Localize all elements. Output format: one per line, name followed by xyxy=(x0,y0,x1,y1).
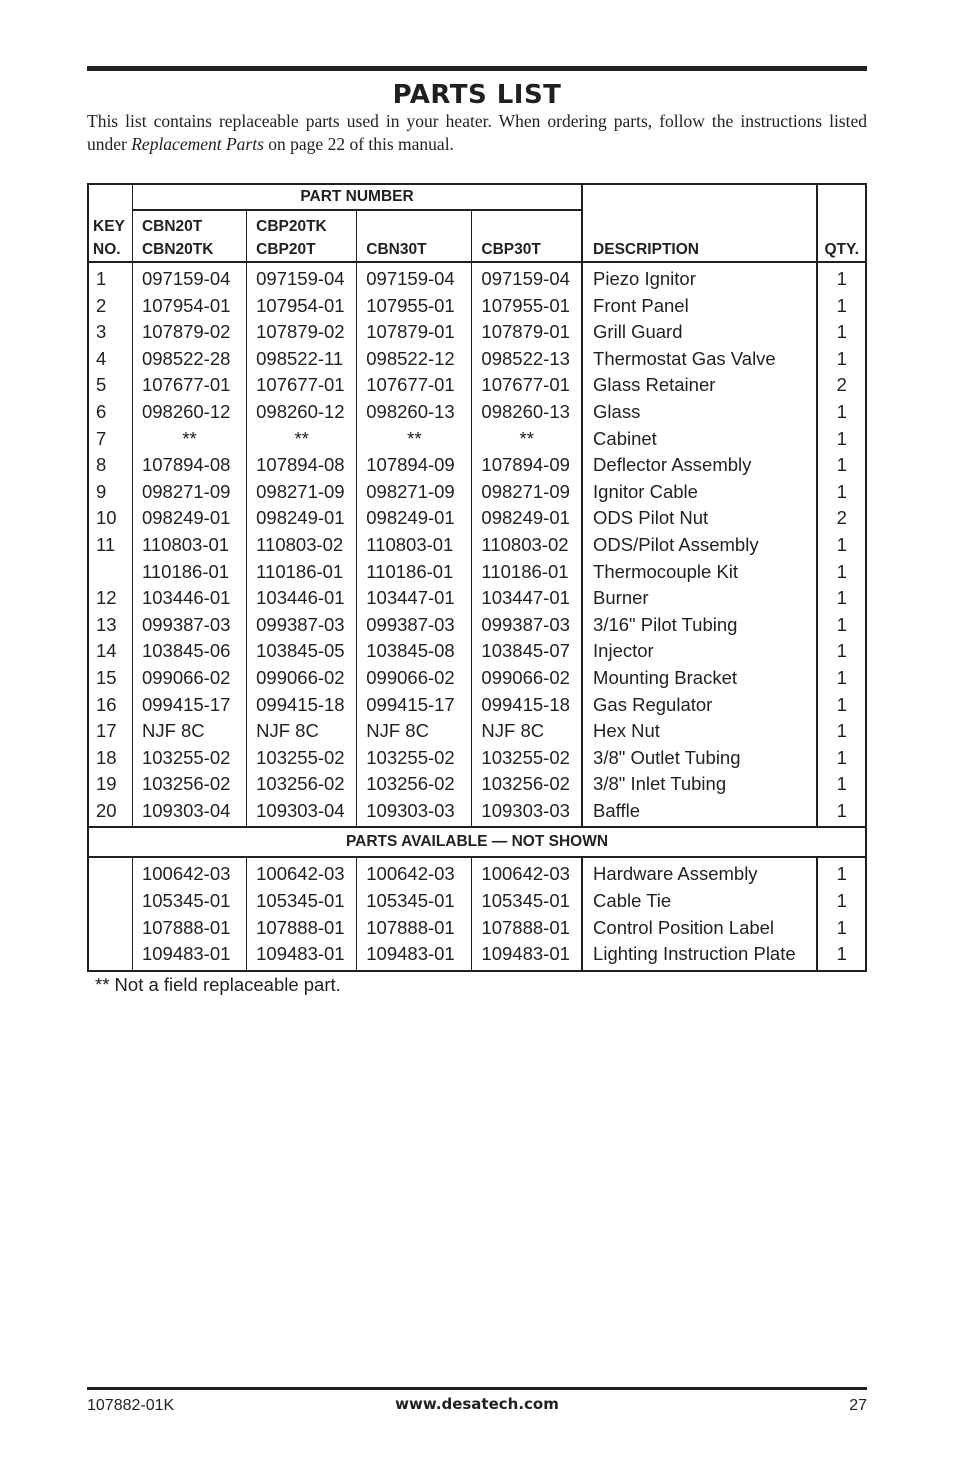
part-number-cbp20tk-cell: 103256-02 xyxy=(247,771,357,798)
key-no-cell xyxy=(88,888,132,915)
table-row xyxy=(88,452,866,479)
part-number-cbn20t-cell: ** xyxy=(132,426,246,453)
qty-cell: 1 xyxy=(836,666,847,688)
table-row xyxy=(88,888,866,915)
table-row xyxy=(88,399,866,426)
part-number-cbp20tk-cell: 099415-18 xyxy=(247,692,357,719)
part-number-cbn20t-cell: 098249-01 xyxy=(132,505,246,532)
header-key-line2: NO. xyxy=(93,241,121,258)
key-no-cell: 4 xyxy=(88,346,132,373)
part-number-cbp20tk-cell: 110186-01 xyxy=(247,559,357,586)
part-number-cbn20t-cell: 110186-01 xyxy=(132,559,246,586)
part-number-cbp30t-cell: 098260-13 xyxy=(472,399,582,426)
header-col2-line2: CBP20T xyxy=(256,241,316,258)
parts-subheader-body xyxy=(88,827,866,857)
parts-table-body xyxy=(88,262,866,827)
description-cell: Gas Regulator xyxy=(582,692,817,719)
qty-cell: 1 xyxy=(836,560,847,582)
table-row xyxy=(88,293,866,320)
part-number-cbn20t-cell: 109303-04 xyxy=(132,798,246,828)
description-cell: ODS/Pilot Assembly xyxy=(582,532,817,559)
description-cell: 3/8" Outlet Tubing xyxy=(582,745,817,772)
part-number-cbn30t-cell: 107888-01 xyxy=(357,915,472,942)
table-row xyxy=(88,505,866,532)
part-number-cbn30t-cell: 099387-03 xyxy=(357,612,472,639)
part-number-cbp30t-cell: 098249-01 xyxy=(472,505,582,532)
part-number-cbp20tk-cell: 107888-01 xyxy=(247,915,357,942)
table-row xyxy=(88,479,866,506)
part-number-cbp20tk-cell: 103845-05 xyxy=(247,638,357,665)
table-row xyxy=(88,857,866,888)
header-blank-qty xyxy=(817,184,866,210)
part-number-cbp20tk-cell: NJF 8C xyxy=(247,718,357,745)
key-no-cell: 11 xyxy=(88,532,132,559)
part-number-cbn20t-cell: 109483-01 xyxy=(132,941,246,971)
footer-doc-number: 107882-01K xyxy=(87,1397,175,1414)
header-col1-line1: CBN20T xyxy=(141,218,203,235)
part-number-cbn20t-cell: 107888-01 xyxy=(132,915,246,942)
part-number-cbp20tk-cell: 098271-09 xyxy=(247,479,357,506)
footer-website: www.desatech.com xyxy=(395,1395,559,1413)
part-number-cbn30t-cell: 098522-12 xyxy=(357,346,472,373)
part-number-cbn30t-cell: 105345-01 xyxy=(357,888,472,915)
part-number-cbn20t-cell: 099387-03 xyxy=(132,612,246,639)
part-number-cbn30t-cell: 099066-02 xyxy=(357,665,472,692)
key-no-cell: 17 xyxy=(88,718,132,745)
description-cell: 3/8" Inlet Tubing xyxy=(582,771,817,798)
part-number-cbp20tk-cell: 109483-01 xyxy=(247,941,357,971)
table-row xyxy=(88,372,866,399)
part-number-cbn30t-cell: 103256-02 xyxy=(357,771,472,798)
table-row xyxy=(88,346,866,373)
description-cell: Front Panel xyxy=(582,293,817,320)
description-cell: Ignitor Cable xyxy=(582,479,817,506)
key-no-cell: 5 xyxy=(88,372,132,399)
qty-cell: 1 xyxy=(836,587,847,609)
key-no-cell: 3 xyxy=(88,319,132,346)
table-row xyxy=(88,798,866,828)
qty-cell: 1 xyxy=(836,347,847,369)
part-number-cbn30t-cell: 100642-03 xyxy=(357,857,472,888)
intro-text-after: on page 22 of this manual. xyxy=(263,134,454,154)
part-number-cbp30t-cell: 099415-18 xyxy=(472,692,582,719)
part-number-cbn20t-cell: NJF 8C xyxy=(132,718,246,745)
part-number-cbn20t-cell: 110803-01 xyxy=(132,532,246,559)
table-row xyxy=(88,915,866,942)
key-no-cell xyxy=(88,857,132,888)
part-number-cbp20tk-cell: 105345-01 xyxy=(247,888,357,915)
header-key-line1: KEY xyxy=(93,218,125,235)
description-cell: Cable Tie xyxy=(582,888,817,915)
table-row xyxy=(88,612,866,639)
part-number-cbn20t-cell: 105345-01 xyxy=(132,888,246,915)
key-no-cell xyxy=(88,559,132,586)
part-number-cbn20t-cell: 100642-03 xyxy=(132,857,246,888)
qty-cell: 1 xyxy=(836,799,847,821)
key-no-cell: 12 xyxy=(88,585,132,612)
key-no-cell: 7 xyxy=(88,426,132,453)
part-number-cbp30t-cell: 103255-02 xyxy=(472,745,582,772)
qty-cell: 1 xyxy=(836,400,847,422)
key-no-cell: 8 xyxy=(88,452,132,479)
qty-cell: 1 xyxy=(836,533,847,555)
part-number-cbn20t-cell: 099415-17 xyxy=(132,692,246,719)
table-row xyxy=(88,771,866,798)
part-number-cbp30t-cell: 105345-01 xyxy=(472,888,582,915)
header-blank-description xyxy=(582,184,817,210)
part-number-cbn30t-cell: 103255-02 xyxy=(357,745,472,772)
table-row xyxy=(88,532,866,559)
part-number-cbp20tk-cell: 107677-01 xyxy=(247,372,357,399)
part-number-cbn30t-cell: 098249-01 xyxy=(357,505,472,532)
key-no-cell xyxy=(88,915,132,942)
part-number-cbn20t-cell: 107879-02 xyxy=(132,319,246,346)
qty-cell: 1 xyxy=(836,746,847,768)
part-number-cbp30t-cell: 098522-13 xyxy=(472,346,582,373)
qty-cell: 1 xyxy=(836,427,847,449)
part-number-cbn30t-cell: NJF 8C xyxy=(357,718,472,745)
table-row xyxy=(88,941,866,971)
header-blank-key xyxy=(88,184,132,210)
part-number-cbp30t-cell: 107888-01 xyxy=(472,915,582,942)
part-number-cbp30t-cell: 109483-01 xyxy=(472,941,582,971)
table-row xyxy=(88,426,866,453)
key-no-cell: 2 xyxy=(88,293,132,320)
qty-cell: 1 xyxy=(836,916,847,938)
part-number-cbn30t-cell: 110803-01 xyxy=(357,532,472,559)
part-number-cbp20tk-cell: 099066-02 xyxy=(247,665,357,692)
part-number-cbn30t-cell: 103845-08 xyxy=(357,638,472,665)
description-cell: 3/16" Pilot Tubing xyxy=(582,612,817,639)
key-no-cell: 16 xyxy=(88,692,132,719)
part-number-cbp30t-cell: 100642-03 xyxy=(472,857,582,888)
description-cell: Glass xyxy=(582,399,817,426)
table-row xyxy=(88,692,866,719)
part-number-cbp30t-cell: 107955-01 xyxy=(472,293,582,320)
qty-cell: 1 xyxy=(836,321,847,343)
part-number-cbn20t-cell: 103446-01 xyxy=(132,585,246,612)
part-number-cbn20t-cell: 103845-06 xyxy=(132,638,246,665)
description-cell: Thermocouple Kit xyxy=(582,559,817,586)
intro-paragraph xyxy=(87,110,867,156)
part-number-cbn20t-cell: 103256-02 xyxy=(132,771,246,798)
header-key-no xyxy=(88,210,132,262)
table-row xyxy=(88,585,866,612)
part-number-cbn30t-cell: 109483-01 xyxy=(357,941,472,971)
part-number-cbp30t-cell: 103845-07 xyxy=(472,638,582,665)
part-number-cbp30t-cell: 109303-03 xyxy=(472,798,582,828)
description-cell: Lighting Instruction Plate xyxy=(582,941,817,971)
bottom-rule xyxy=(87,1387,867,1390)
part-number-group-header: PART NUMBER xyxy=(132,184,582,210)
part-number-cbp20tk-cell: 103255-02 xyxy=(247,745,357,772)
key-no-cell: 6 xyxy=(88,399,132,426)
table-header-row-2 xyxy=(88,210,866,262)
footnote: ** Not a field replaceable part. xyxy=(95,974,341,995)
part-number-cbp20tk-cell: 097159-04 xyxy=(247,262,357,293)
table-row xyxy=(88,319,866,346)
description-cell: Hex Nut xyxy=(582,718,817,745)
qty-cell: 1 xyxy=(836,640,847,662)
description-cell: Piezo Ignitor xyxy=(582,262,817,293)
part-number-cbp30t-cell: 098271-09 xyxy=(472,479,582,506)
key-no-cell: 15 xyxy=(88,665,132,692)
part-number-cbp30t-cell: 097159-04 xyxy=(472,262,582,293)
table-row xyxy=(88,262,866,293)
part-number-cbp20tk-cell: 100642-03 xyxy=(247,857,357,888)
key-no-cell: 1 xyxy=(88,262,132,293)
part-number-cbn30t-cell: 107955-01 xyxy=(357,293,472,320)
description-cell: Glass Retainer xyxy=(582,372,817,399)
part-number-cbn30t-cell: ** xyxy=(357,426,472,453)
part-number-cbn20t-cell: 099066-02 xyxy=(132,665,246,692)
description-cell: Thermostat Gas Valve xyxy=(582,346,817,373)
description-cell: Cabinet xyxy=(582,426,817,453)
key-no-cell: 18 xyxy=(88,745,132,772)
part-number-cbn30t-cell: 107894-09 xyxy=(357,452,472,479)
footer-page-number: 27 xyxy=(849,1397,867,1414)
table-row xyxy=(88,665,866,692)
part-number-cbp30t-cell: 103447-01 xyxy=(472,585,582,612)
table-row xyxy=(88,745,866,772)
parts-not-shown-body xyxy=(88,857,866,970)
qty-cell: 2 xyxy=(836,374,847,396)
key-no-cell: 14 xyxy=(88,638,132,665)
table-row xyxy=(88,638,866,665)
header-col2-line1: CBP20TK xyxy=(256,218,327,235)
subheader-row xyxy=(88,827,866,857)
part-number-cbp30t-cell: NJF 8C xyxy=(472,718,582,745)
part-number-cbp30t-cell: 107894-09 xyxy=(472,452,582,479)
part-number-cbn30t-cell: 099415-17 xyxy=(357,692,472,719)
part-number-cbn30t-cell: 103447-01 xyxy=(357,585,472,612)
qty-cell: 1 xyxy=(836,693,847,715)
part-number-cbn30t-cell: 098260-13 xyxy=(357,399,472,426)
part-number-cbp30t-cell: 103256-02 xyxy=(472,771,582,798)
description-cell: Hardware Assembly xyxy=(582,857,817,888)
part-number-cbn20t-cell: 107894-08 xyxy=(132,452,246,479)
part-number-cbn20t-cell: 103255-02 xyxy=(132,745,246,772)
header-model-cbp30t: CBP30T xyxy=(472,210,582,262)
description-cell: Grill Guard xyxy=(582,319,817,346)
part-number-cbn30t-cell: 109303-03 xyxy=(357,798,472,828)
top-rule xyxy=(87,66,867,71)
part-number-cbn30t-cell: 097159-04 xyxy=(357,262,472,293)
header-model-cbn30t: CBN30T xyxy=(357,210,472,262)
intro-text-italic: Replacement Parts xyxy=(131,134,264,154)
part-number-cbn20t-cell: 097159-04 xyxy=(132,262,246,293)
qty-cell: 2 xyxy=(836,507,847,529)
parts-table xyxy=(87,183,867,972)
part-number-cbp30t-cell: 099066-02 xyxy=(472,665,582,692)
part-number-cbn20t-cell: 098522-28 xyxy=(132,346,246,373)
header-model-cbp20tk xyxy=(247,210,357,262)
part-number-cbp20tk-cell: 110803-02 xyxy=(247,532,357,559)
qty-cell: 1 xyxy=(836,863,847,885)
qty-cell: 1 xyxy=(836,454,847,476)
part-number-cbp20tk-cell: 099387-03 xyxy=(247,612,357,639)
qty-cell: 1 xyxy=(836,890,847,912)
key-no-cell: 13 xyxy=(88,612,132,639)
intro-text-before: This list contains replaceable parts used in your heater. When ordering parts, follow the instructions listed under xyxy=(87,111,867,154)
part-number-cbp30t-cell: 099387-03 xyxy=(472,612,582,639)
header-description: DESCRIPTION xyxy=(582,210,817,262)
header-col1-line2: CBN20TK xyxy=(141,241,214,258)
header-qty: QTY. xyxy=(824,241,859,258)
qty-cell: 1 xyxy=(836,720,847,742)
part-number-cbp30t-cell: 107879-01 xyxy=(472,319,582,346)
parts-not-shown-header: PARTS AVAILABLE — NOT SHOWN xyxy=(88,827,866,857)
description-cell: Deflector Assembly xyxy=(582,452,817,479)
part-number-cbn20t-cell: 098271-09 xyxy=(132,479,246,506)
key-no-cell: 20 xyxy=(88,798,132,828)
description-cell: Baffle xyxy=(582,798,817,828)
description-cell: Mounting Bracket xyxy=(582,665,817,692)
qty-cell: 1 xyxy=(836,773,847,795)
part-number-cbn20t-cell: 098260-12 xyxy=(132,399,246,426)
part-number-cbp20tk-cell: 107894-08 xyxy=(247,452,357,479)
part-number-cbp20tk-cell: 103446-01 xyxy=(247,585,357,612)
key-no-cell: 10 xyxy=(88,505,132,532)
table-row xyxy=(88,559,866,586)
part-number-cbp20tk-cell: 107954-01 xyxy=(247,293,357,320)
part-number-cbp20tk-cell: 109303-04 xyxy=(247,798,357,828)
part-number-cbn30t-cell: 098271-09 xyxy=(357,479,472,506)
qty-cell: 1 xyxy=(836,268,847,289)
table-row xyxy=(88,718,866,745)
description-cell: ODS Pilot Nut xyxy=(582,505,817,532)
description-cell: Burner xyxy=(582,585,817,612)
part-number-cbp30t-cell: 110186-01 xyxy=(472,559,582,586)
part-number-cbp20tk-cell: ** xyxy=(247,426,357,453)
part-number-cbp30t-cell: 110803-02 xyxy=(472,532,582,559)
qty-cell: 1 xyxy=(836,294,847,316)
part-number-cbn30t-cell: 110186-01 xyxy=(357,559,472,586)
part-number-cbp20tk-cell: 098522-11 xyxy=(247,346,357,373)
key-no-cell: 9 xyxy=(88,479,132,506)
part-number-cbn30t-cell: 107677-01 xyxy=(357,372,472,399)
description-cell: Control Position Label xyxy=(582,915,817,942)
header-model-cbn20t xyxy=(132,210,246,262)
part-number-cbp20tk-cell: 098249-01 xyxy=(247,505,357,532)
part-number-cbp20tk-cell: 107879-02 xyxy=(247,319,357,346)
table-header-row-1 xyxy=(88,184,866,210)
qty-cell: 1 xyxy=(836,943,847,965)
part-number-cbp30t-cell: ** xyxy=(472,426,582,453)
key-no-cell xyxy=(88,941,132,971)
part-number-cbn30t-cell: 107879-01 xyxy=(357,319,472,346)
description-cell: Injector xyxy=(582,638,817,665)
part-number-cbn20t-cell: 107954-01 xyxy=(132,293,246,320)
qty-cell: 1 xyxy=(836,613,847,635)
qty-cell: 1 xyxy=(836,480,847,502)
part-number-cbp20tk-cell: 098260-12 xyxy=(247,399,357,426)
key-no-cell: 19 xyxy=(88,771,132,798)
part-number-cbn20t-cell: 107677-01 xyxy=(132,372,246,399)
part-number-cbp30t-cell: 107677-01 xyxy=(472,372,582,399)
page-title: PARTS LIST xyxy=(392,80,562,110)
